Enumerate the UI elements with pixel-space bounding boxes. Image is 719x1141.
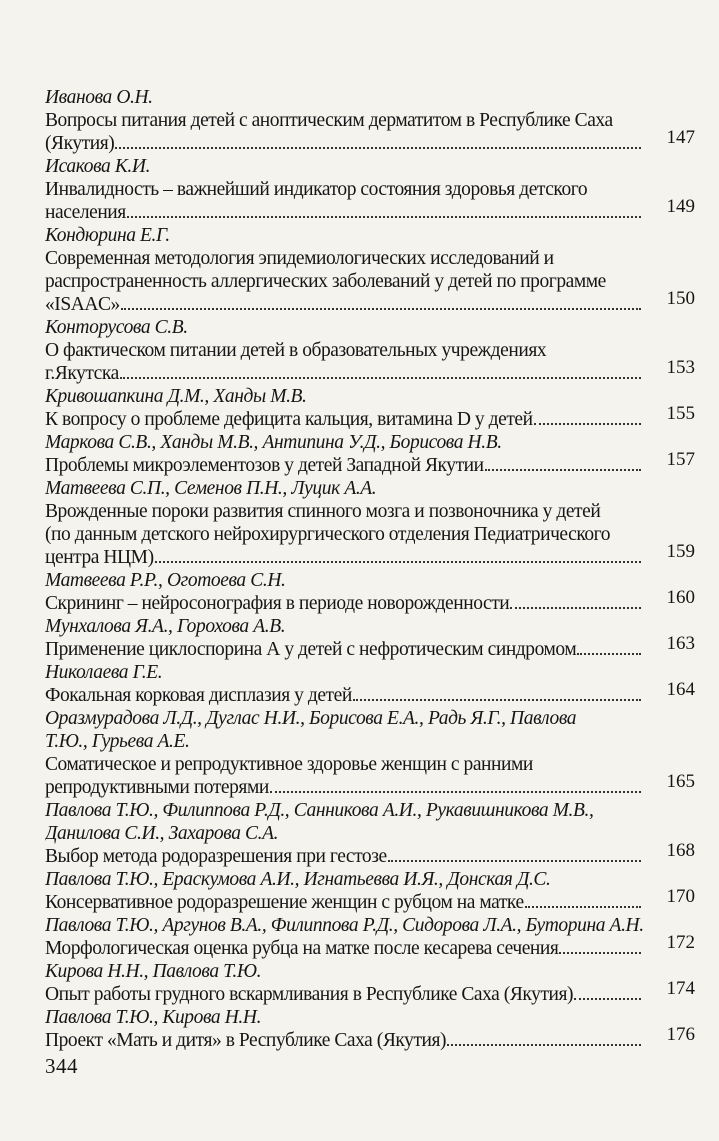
toc-entry-title-last-line [45, 845, 643, 868]
toc-entry-title-last-line [45, 1029, 643, 1052]
dot-leader [388, 845, 641, 862]
toc-entry-title-row [45, 840, 695, 868]
toc-entry [45, 155, 695, 224]
toc-entry-title-line: Опыт работы грудного вскармливания в Республике Саха (Якутия) [45, 984, 574, 1005]
toc-entry-title-line: Фокальная корковая дисплазия у детей [45, 685, 352, 706]
toc-entry-title-last-line [45, 454, 643, 477]
dot-leader [270, 776, 641, 793]
toc-entry-title-row [45, 1024, 695, 1052]
toc-entry-title-row [45, 633, 695, 661]
toc-entry [45, 86, 695, 155]
toc-entry-page-number: 165 [666, 771, 695, 792]
dot-leader [485, 454, 641, 471]
toc-entry-title-line: распространенность аллергических заболеваний у детей по программе [45, 271, 606, 292]
toc-entry-title-line: Морфологическая оценка рубца на матке после кесарева сечения [45, 938, 559, 959]
toc-entry-title [45, 500, 643, 569]
toc-entry-page-number: 164 [666, 679, 695, 700]
toc-entry [45, 661, 695, 707]
toc-entry-title-row [45, 978, 695, 1006]
toc-entry-page-number: 159 [666, 541, 695, 562]
toc-entry-title-line: Консервативное родоразрешение женщин с рубцом на матке [45, 892, 524, 913]
toc-entry-authors: Матвеева С.П., Семенов П.Н., Луцик А.А. [45, 478, 377, 499]
toc-entry-page-number: 168 [666, 840, 695, 861]
toc-entry-title [45, 339, 643, 385]
toc-entry [45, 224, 695, 316]
toc-entry-title [45, 109, 643, 155]
toc-entry-authors: Оразмурадова Л.Д., Дуглас Н.И., Борисова Е.А., Радь Я.Г., Павлова [45, 708, 577, 729]
toc-entry-authors: Кирова Н.Н., Павлова Т.Ю. [45, 961, 262, 982]
toc-entry [45, 431, 695, 477]
toc-entry-title [45, 408, 643, 431]
toc-entry-title [45, 592, 643, 615]
toc-entry-title-line: (Якутия) [45, 133, 115, 154]
toc-entry-title [45, 684, 643, 707]
toc-entry-authors: Николаева Г.Е. [45, 662, 163, 683]
dot-leader [353, 684, 641, 701]
toc-entry-title-line: Выбор метода родоразрешения при гестозе [45, 846, 387, 867]
toc-entry-page-number: 157 [666, 449, 695, 470]
toc-entry-title-last-line [45, 638, 643, 661]
toc-entry-title [45, 937, 643, 960]
toc-entry-authors: Павлова Т.Ю., Филиппова Р.Д., Санникова А.И., Рукавишникова М.В., [45, 800, 594, 821]
toc-entry-page-number: 160 [666, 587, 695, 608]
toc-entry-title-line: Соматическое и репродуктивное здоровье женщин с ранними [45, 754, 533, 775]
toc-entry-title-last-line [45, 201, 643, 224]
toc-entry-title-last-line [45, 293, 643, 316]
toc-entry-title-line: О фактическом питании детей в образовательных учреждениях [45, 340, 547, 361]
dot-leader [559, 937, 641, 954]
toc-entry-title-last-line [45, 362, 643, 385]
toc-entry-title-line: Скрининг – нейросонография в периоде новорожденности [45, 593, 510, 614]
table-of-contents [45, 86, 695, 1052]
toc-entry-title [45, 845, 643, 868]
dot-leader [534, 408, 641, 425]
toc-entry-title-row [45, 247, 695, 316]
toc-entry-title [45, 891, 643, 914]
toc-entry-page-number: 176 [666, 1024, 695, 1045]
toc-entry-title [45, 753, 643, 799]
dot-leader [510, 592, 641, 609]
toc-entry-authors: Иванова О.Н. [45, 87, 153, 108]
page-number: 344 [45, 1054, 78, 1078]
toc-entry [45, 960, 695, 1006]
dot-leader [525, 891, 641, 908]
dot-leader [574, 983, 641, 1000]
toc-entry-authors: Маркова С.В., Ханды М.В., Антипина У.Д., Борисова Н.В. [45, 432, 502, 453]
toc-entry-page-number: 163 [666, 633, 695, 654]
toc-entry-page-number: 170 [666, 886, 695, 907]
toc-entry-page-number: 147 [666, 127, 695, 148]
toc-entry-title-line: г.Якутска [45, 363, 119, 384]
toc-entry-title [45, 454, 643, 477]
toc-entry-authors: Матвеева Р.Р., Оготоева С.Н. [45, 570, 286, 591]
toc-entry-title-last-line [45, 132, 643, 155]
toc-entry [45, 615, 695, 661]
toc-entry-title-line: центра НЦМ) [45, 547, 154, 568]
toc-entry-page-number: 155 [666, 403, 695, 424]
toc-entry-title [45, 247, 643, 316]
toc-entry-title-row [45, 753, 695, 799]
toc-entry [45, 316, 695, 385]
toc-entry-title-last-line [45, 776, 643, 799]
toc-entry-title-row [45, 679, 695, 707]
toc-entry-title-last-line [45, 546, 643, 569]
toc-entry-title-line: Проблемы микроэлементозов у детей Западной Якутии [45, 455, 484, 476]
toc-entry-title-line: «ISAAC» [45, 294, 120, 315]
toc-entry-title-last-line [45, 937, 643, 960]
toc-entry-title [45, 178, 643, 224]
toc-entry [45, 1006, 695, 1052]
toc-entry [45, 477, 695, 569]
toc-entry [45, 914, 695, 960]
toc-entry-title-line: Инвалидность – важнейший индикатор состояния здоровья детского [45, 179, 588, 200]
toc-entry-title-line: Проект «Мать и дитя» в Республике Саха (Якутия) [45, 1030, 447, 1051]
toc-entry-title-last-line [45, 592, 643, 615]
toc-entry-authors-continued: Данилова С.И., Захарова С.А. [45, 823, 279, 844]
toc-entry [45, 569, 695, 615]
toc-entry-title [45, 638, 643, 661]
toc-entry-title-last-line [45, 684, 643, 707]
toc-entry-title-row [45, 109, 695, 155]
toc-entry-authors: Мунхалова Я.А., Горохова А.В. [45, 616, 286, 637]
dot-leader [115, 132, 641, 149]
toc-entry-title-last-line [45, 408, 643, 431]
toc-entry-title-row [45, 886, 695, 914]
dot-leader [155, 546, 641, 563]
dot-leader [447, 1029, 641, 1046]
toc-entry-authors: Кривошапкина Д.М., Ханды М.В. [45, 386, 307, 407]
toc-entry-title-line: Применение циклоспорина А у детей с нефротическим синдромом [45, 639, 577, 660]
toc-entry-title-line: репродуктивными потерями [45, 777, 269, 798]
toc-entry [45, 868, 695, 914]
toc-entry-authors: Павлова Т.Ю., Ераскумова А.И., Игнатьевва И.Я., Донская Д.С. [45, 869, 551, 890]
dot-leader [577, 638, 641, 655]
toc-entry-title-row [45, 403, 695, 431]
toc-entry-authors: Кондюрина Е.Г. [45, 225, 170, 246]
toc-entry [45, 799, 695, 868]
dot-leader [121, 293, 641, 310]
dot-leader [120, 362, 641, 379]
toc-entry [45, 385, 695, 431]
toc-entry-title-last-line [45, 891, 643, 914]
toc-entry-title-line: Вопросы питания детей с аноптическим дерматитом в Республике Саха [45, 110, 613, 131]
dot-leader [127, 201, 641, 218]
toc-entry-title-line: Современная методология эпидемиологических исследований и [45, 248, 554, 269]
toc-entry [45, 707, 695, 799]
toc-entry-title-line: Врожденные пороки развития спинного мозга и позвоночника у детей [45, 501, 601, 522]
toc-entry-page-number: 153 [666, 357, 695, 378]
toc-entry-title [45, 1029, 643, 1052]
toc-entry-page-number: 150 [666, 288, 695, 309]
toc-entry-title-line: населения [45, 202, 126, 223]
toc-entry-title-last-line [45, 983, 643, 1006]
toc-entry-title [45, 983, 643, 1006]
toc-entry-page-number: 172 [666, 932, 695, 953]
toc-entry-authors: Павлова Т.Ю., Кирова Н.Н. [45, 1007, 262, 1028]
toc-entry-page-number: 149 [666, 196, 695, 217]
toc-entry-title-row [45, 500, 695, 569]
toc-entry-authors: Павлова Т.Ю., Аргунов В.А., Филиппова Р.Д., Сидорова Л.А., Буторина А.Н. [45, 915, 644, 936]
toc-entry-title-row [45, 449, 695, 477]
toc-entry-authors: Исакова К.И. [45, 156, 151, 177]
toc-entry-title-row [45, 932, 695, 960]
toc-entry-title-row [45, 587, 695, 615]
toc-entry-title-line: (по данным детского нейрохирургического отделения Педиатрического [45, 524, 611, 545]
toc-entry-title-row [45, 178, 695, 224]
toc-entry-authors: Конторусова С.В. [45, 317, 188, 338]
toc-entry-title-line: К вопросу о проблеме дефицита кальция, витамина D у детей [45, 409, 533, 430]
toc-entry-title-row [45, 339, 695, 385]
toc-entry-page-number: 174 [666, 978, 695, 999]
toc-entry-authors-continued: Т.Ю., Гурьева А.Е. [45, 731, 190, 752]
